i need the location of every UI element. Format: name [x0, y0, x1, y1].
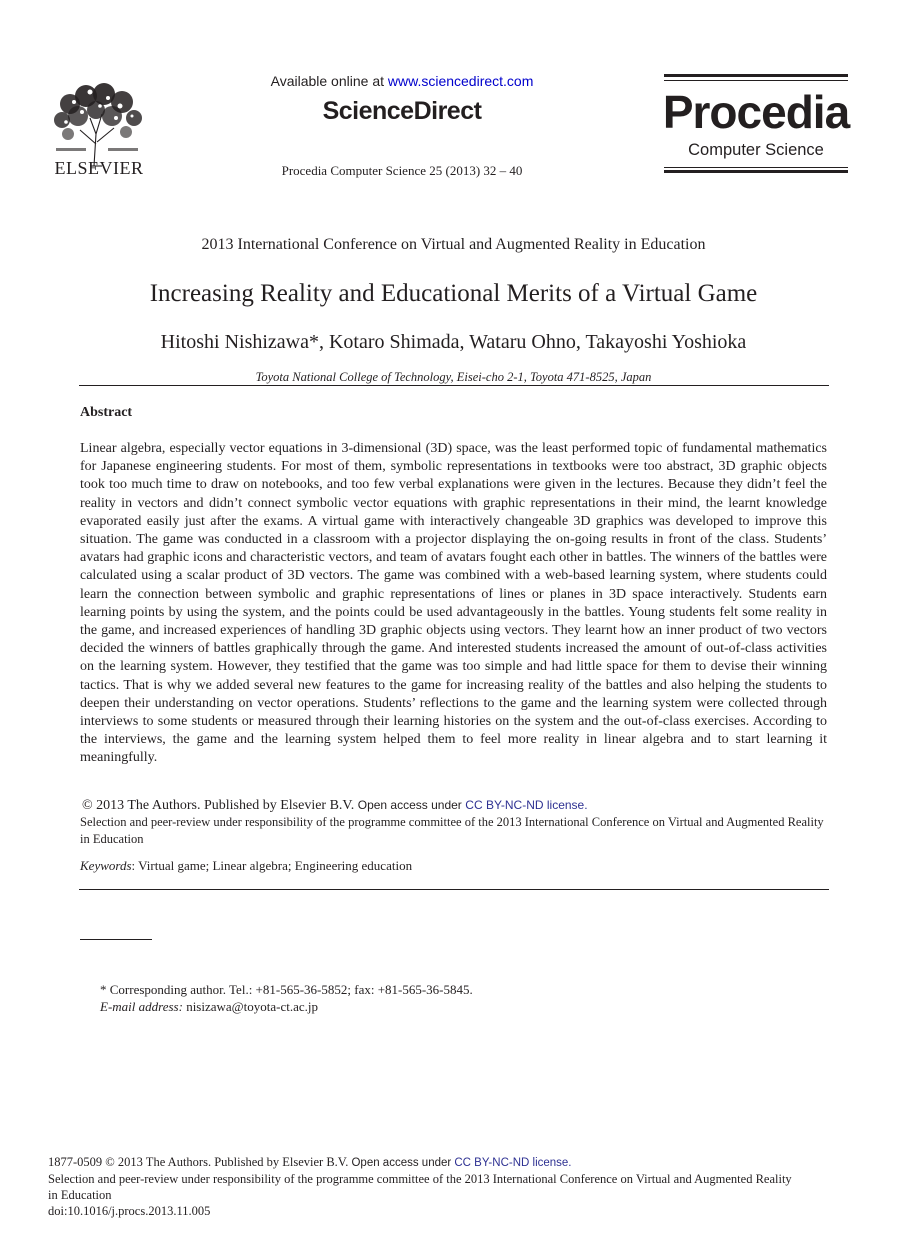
bottom-peer-review-line2: in Education — [48, 1188, 112, 1202]
abstract-heading: Abstract — [80, 405, 133, 420]
conference-name: 2013 International Conference on Virtual and Augmented Reality in Education — [201, 236, 706, 253]
rule-above-abstract — [79, 385, 829, 386]
availability-prefix: Available online at — [270, 73, 388, 89]
bottom-open-access: Open access under — [351, 1157, 452, 1169]
keywords-text: : Virtual game; Linear algebra; Engineering education — [131, 858, 413, 873]
email-line — [100, 999, 318, 1015]
logo-rule-bottom — [664, 170, 848, 173]
bottom-peer-review-line1: Selection and peer-review under responsibility of the programme committee of the 2013 International Conference on Virtual and Augmented Reality — [48, 1172, 792, 1186]
platform-name: ScienceDirect — [322, 97, 482, 125]
logo-rule-top-thin — [664, 80, 848, 81]
license-link[interactable]: CC BY-NC-ND license. — [465, 798, 588, 812]
bottom-license-link[interactable]: CC BY-NC-ND license. — [454, 1157, 572, 1169]
keywords-label: Keywords — [80, 858, 132, 873]
paper-title: Increasing Reality and Educational Merits of a Virtual Game — [149, 280, 758, 307]
publisher-wordmark: ELSEVIER — [54, 158, 144, 178]
affiliation: Toyota National College of Technology, Eisei-cho 2-1, Toyota 471-8525, Japan — [255, 370, 652, 384]
email-address[interactable]: nisizawa@toyota-ct.ac.jp — [186, 999, 318, 1014]
doi[interactable]: doi:10.1016/j.procs.2013.11.005 — [48, 1204, 211, 1218]
abstract-text: Linear algebra, especially vector equations in 3-dimensional (3D) space, was the least performed topic of fundamental mathematics for Japanese engineering students. For most of them, symbolic representations in textbooks were too abstract, 3D graphic objects took too much time to draw on notebooks, and too few verbal explanations were given in the lectures. Because they didn’t feel the reality in vectors and didn’t connect symbolic vector equations with graphic representations in their mind, the learnt knowledge evaporated easily just after the exams. A virtual game with interactively changeable 3D graphics was developed to improve this situation. The game was conducted in a classroom with a projector displaying the on-going results in front of the class. Students’ avatars had graphic icons and characteristic vectors, and team of avatars fought each other in battles. The winners of the battles were calculated using a scalar product of 3D vectors. The game was combined with a web-based learning system, where students could learn the connection between symbolic and graphic representations of lines or planes in 3D space interactively. Students earn learning points by using the system, and the points could be used advantageously in the battles. Young students felt some reality in the game, and increased experiences of handling 3D graphic objects using vectors. They learnt how an inner product of two vectors decided the winners of battles graphically through the game. And interested students increased the amount of out-of-class activities on the learning system. However, they testified that the game was too simple and had little space for them to devise their winning tactics. That is why we added several new features to the game for increasing reality of the battles and also helping the students to deepen their understanding on vector operations. Students’ reflections to the game and the learning system were collected through interviews to some students or measured through their learning histories on the system and the out-of-class exercises. According to the interviews, the game and the learning system helped them to feel more reality in linear algebra and to start learning it meaningfully. — [80, 441, 827, 766]
open-access-label: Open access under — [357, 798, 462, 812]
footnote-rule — [80, 939, 152, 940]
availability-line — [200, 73, 604, 89]
procedia-logo-subtitle: Computer Science — [688, 141, 824, 159]
bottom-copyright — [48, 1154, 848, 1172]
logo-rule-top — [664, 74, 848, 77]
logo-rule-bottom-thin — [664, 167, 848, 168]
peer-review-statement: Selection and peer-review under responsibility of the programme committee of the 2013 International Conference on Virtual and Augmented Reality in Education — [80, 815, 824, 846]
corresponding-author-note: * Corresponding author. Tel.: +81-565-36-5852; fax: +81-565-36-5845. — [100, 982, 473, 997]
sciencedirect-link[interactable]: www.sciencedirect.com — [387, 73, 534, 89]
copyright-line — [80, 797, 830, 814]
copyright-text: © 2013 The Authors. Published by Elsevier B.V. — [82, 798, 355, 813]
email-label: E-mail address: — [100, 999, 183, 1014]
rule-below-keywords — [79, 889, 829, 890]
journal-citation: Procedia Computer Science 25 (2013) 32 – 40 — [281, 163, 523, 178]
copyright-block — [80, 797, 830, 848]
author-list: Hitoshi Nishizawa*, Kotaro Shimada, Wataru Ohno, Takayoshi Yoshioka — [160, 331, 747, 353]
issn-copyright: 1877-0509 © 2013 The Authors. Published by Elsevier B.V. — [48, 1155, 349, 1169]
procedia-logo-title: Procedia — [662, 86, 850, 138]
keywords-line — [80, 858, 830, 874]
